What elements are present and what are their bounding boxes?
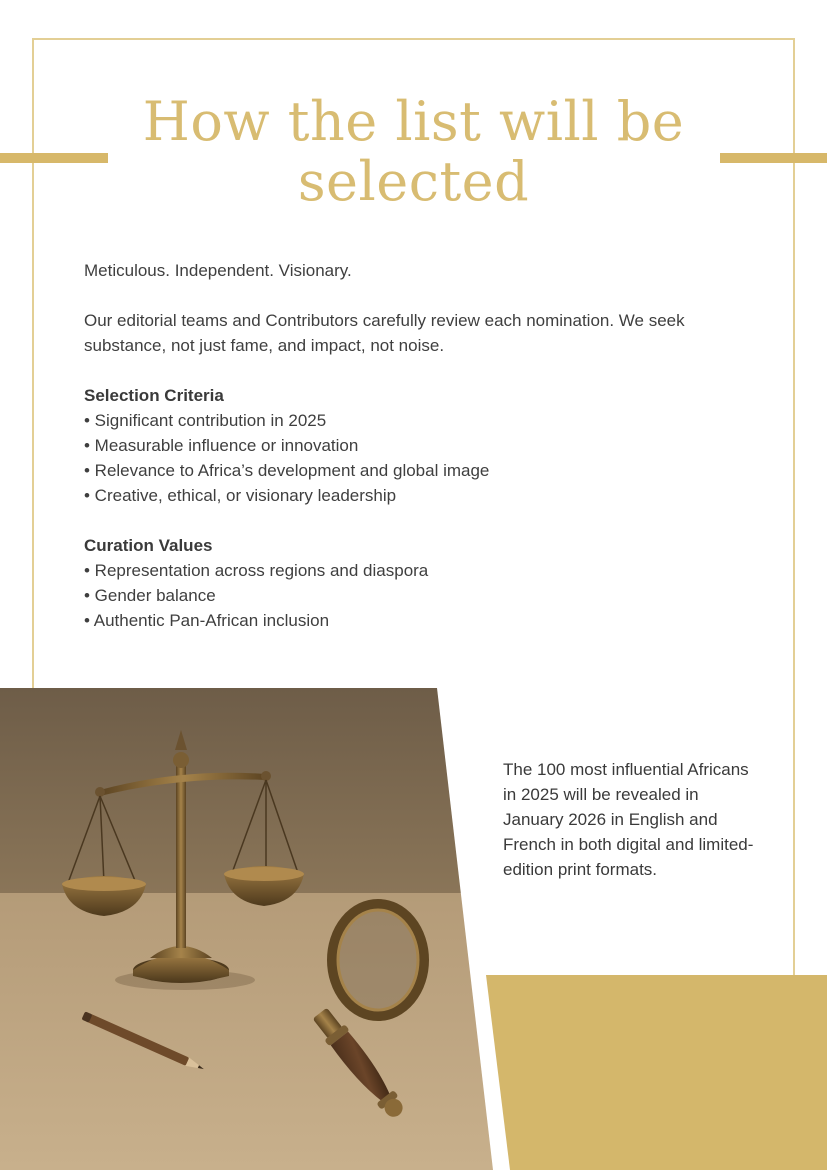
tagline: Meticulous. Independent. Visionary. xyxy=(84,261,352,280)
intro-paragraph: Our editorial teams and Contributors carefully review each nomination. We seek substance, not just fame, and impact, not noise. xyxy=(84,311,685,355)
list-item: • Creative, ethical, or visionary leadership xyxy=(84,486,397,505)
curation-values-heading: Curation Values xyxy=(84,536,213,555)
gold-frame-extension xyxy=(793,690,795,980)
list-item: • Representation across regions and diaspora xyxy=(84,561,429,580)
selection-criteria-heading: Selection Criteria xyxy=(84,386,224,405)
scales-of-justice-illustration xyxy=(0,688,500,1170)
list-item: • Authentic Pan-African inclusion xyxy=(84,611,330,630)
list-item: • Measurable influence or innovation xyxy=(84,436,359,455)
gold-accent-block xyxy=(486,975,827,1170)
list-item: • Gender balance xyxy=(84,586,216,605)
body-content xyxy=(84,258,754,633)
page-title: How the list will be selected xyxy=(142,90,685,213)
scales-and-magnifier-photo xyxy=(0,688,500,1170)
list-item: • Relevance to Africa’s development and global image xyxy=(84,461,490,480)
list-item: • Significant contribution in 2025 xyxy=(84,411,327,430)
reveal-announcement: The 100 most influential Africans in 2025 will be revealed in January 2026 in English and French in both digital and limited-edition print formats. xyxy=(503,760,754,879)
